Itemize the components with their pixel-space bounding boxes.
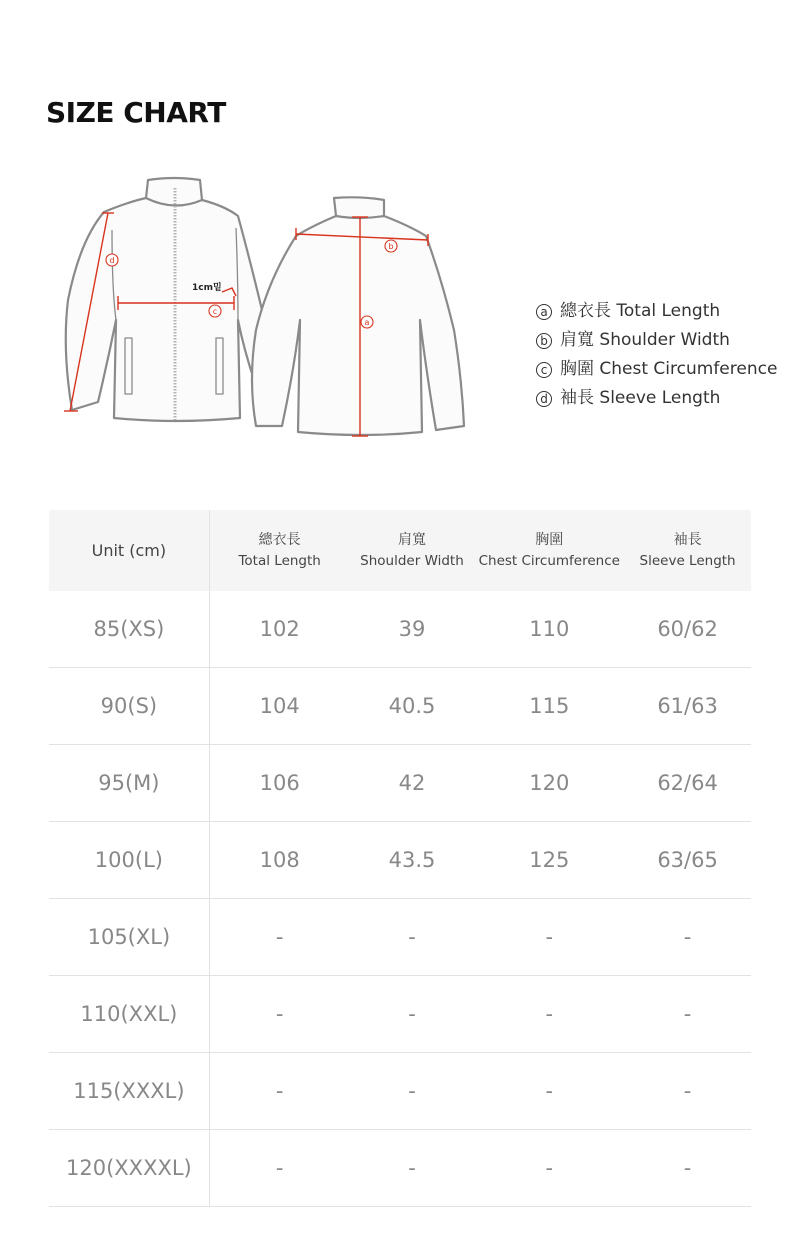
- total-length-cell: -: [275, 1156, 284, 1180]
- size-cell: 85(XS): [49, 591, 210, 667]
- jacket-front-illustration: [66, 178, 280, 421]
- shoulder-width-cell: 40.5: [388, 694, 436, 718]
- header-total-length: [210, 510, 350, 591]
- legend-mark-c: c: [536, 362, 552, 378]
- header-unit: Unit (cm): [49, 510, 210, 591]
- chest-cell: 110: [529, 617, 570, 641]
- mark-c-label: c: [212, 307, 218, 316]
- header-en: Chest Circumference: [478, 552, 620, 569]
- total-length-cell: 108: [259, 848, 300, 872]
- shoulder-width-cell: 39: [398, 617, 426, 641]
- shoulder-width-cell: -: [408, 1002, 416, 1026]
- mark-d-label: d: [109, 256, 115, 265]
- jacket-back-illustration: [252, 197, 464, 435]
- header-shoulder-width: [350, 510, 475, 591]
- mark-a-label: a: [364, 318, 370, 327]
- legend-label: 總衣長 Total Length: [560, 301, 721, 321]
- shoulder-width-cell: -: [408, 1079, 416, 1103]
- chest-cell: 125: [529, 848, 570, 872]
- legend-item-sleeve-length: [536, 384, 777, 413]
- sleeve-length-cell: -: [683, 925, 692, 949]
- size-cell: 105(XL): [49, 899, 210, 975]
- table-header-row: [49, 510, 751, 591]
- table-row: [49, 976, 751, 1053]
- size-cell: 120(XXXXL): [49, 1130, 210, 1206]
- table-row: [49, 591, 751, 668]
- legend-mark-b: b: [536, 333, 552, 349]
- size-cell: 95(M): [49, 745, 210, 821]
- chest-cell: -: [545, 1079, 554, 1103]
- total-length-cell: -: [275, 1002, 284, 1026]
- legend-label: 肩寬 Shoulder Width: [560, 330, 730, 350]
- table-row: [49, 1053, 751, 1130]
- header-en: Sleeve Length: [639, 552, 736, 569]
- sleeve-length-cell: 62/64: [657, 771, 718, 795]
- chest-cell: 120: [529, 771, 570, 795]
- chest-cell: -: [545, 1002, 554, 1026]
- legend-item-shoulder-width: [536, 326, 777, 355]
- header-en: Shoulder Width: [360, 552, 464, 569]
- chest-cell: 115: [529, 694, 570, 718]
- header-zh: 袖長: [673, 531, 702, 548]
- mark-b-label: b: [388, 242, 394, 251]
- size-table: [49, 510, 751, 1207]
- table-row: [49, 899, 751, 976]
- measurement-legend: [536, 297, 777, 413]
- table-row: [49, 1130, 751, 1207]
- shoulder-width-cell: -: [408, 1156, 416, 1180]
- total-length-cell: -: [275, 925, 284, 949]
- size-cell: 90(S): [49, 668, 210, 744]
- legend-mark-a: a: [536, 304, 552, 320]
- jacket-measurement-diagram: [50, 170, 490, 450]
- size-cell: 100(L): [49, 822, 210, 898]
- legend-mark-d: d: [536, 391, 552, 407]
- sleeve-length-cell: 60/62: [657, 617, 718, 641]
- total-length-cell: 104: [259, 694, 300, 718]
- header-en: Total Length: [238, 552, 321, 569]
- total-length-cell: 106: [259, 771, 300, 795]
- sleeve-length-cell: 61/63: [657, 694, 718, 718]
- header-sleeve-length: [624, 510, 751, 591]
- shoulder-width-cell: -: [408, 925, 416, 949]
- header-chest-circumference: [474, 510, 624, 591]
- sleeve-length-cell: -: [683, 1079, 692, 1103]
- chest-cell: -: [545, 1156, 554, 1180]
- one-cm-below-label: 1cm밑: [192, 283, 222, 293]
- size-cell: 115(XXXL): [49, 1053, 210, 1129]
- sleeve-length-cell: -: [683, 1002, 692, 1026]
- page-title: SIZE CHART: [46, 96, 226, 129]
- table-row: [49, 745, 751, 822]
- header-zh: 胸圍: [535, 531, 564, 548]
- table-row: [49, 822, 751, 899]
- shoulder-width-cell: 42: [398, 771, 426, 795]
- header-zh: 肩寬: [397, 531, 426, 548]
- sleeve-length-cell: 63/65: [657, 848, 718, 872]
- total-length-cell: 102: [259, 617, 300, 641]
- table-row: [49, 668, 751, 745]
- total-length-cell: -: [275, 1079, 284, 1103]
- size-cell: 110(XXL): [49, 976, 210, 1052]
- legend-label: 袖長 Sleeve Length: [560, 388, 721, 408]
- legend-item-total-length: [536, 297, 777, 326]
- chest-cell: -: [545, 925, 554, 949]
- legend-item-chest-circumference: [536, 355, 777, 384]
- shoulder-width-cell: 43.5: [388, 848, 436, 872]
- header-zh: 總衣長: [258, 531, 301, 548]
- legend-label: 胸圍 Chest Circumference: [560, 359, 778, 379]
- sleeve-length-cell: -: [683, 1156, 692, 1180]
